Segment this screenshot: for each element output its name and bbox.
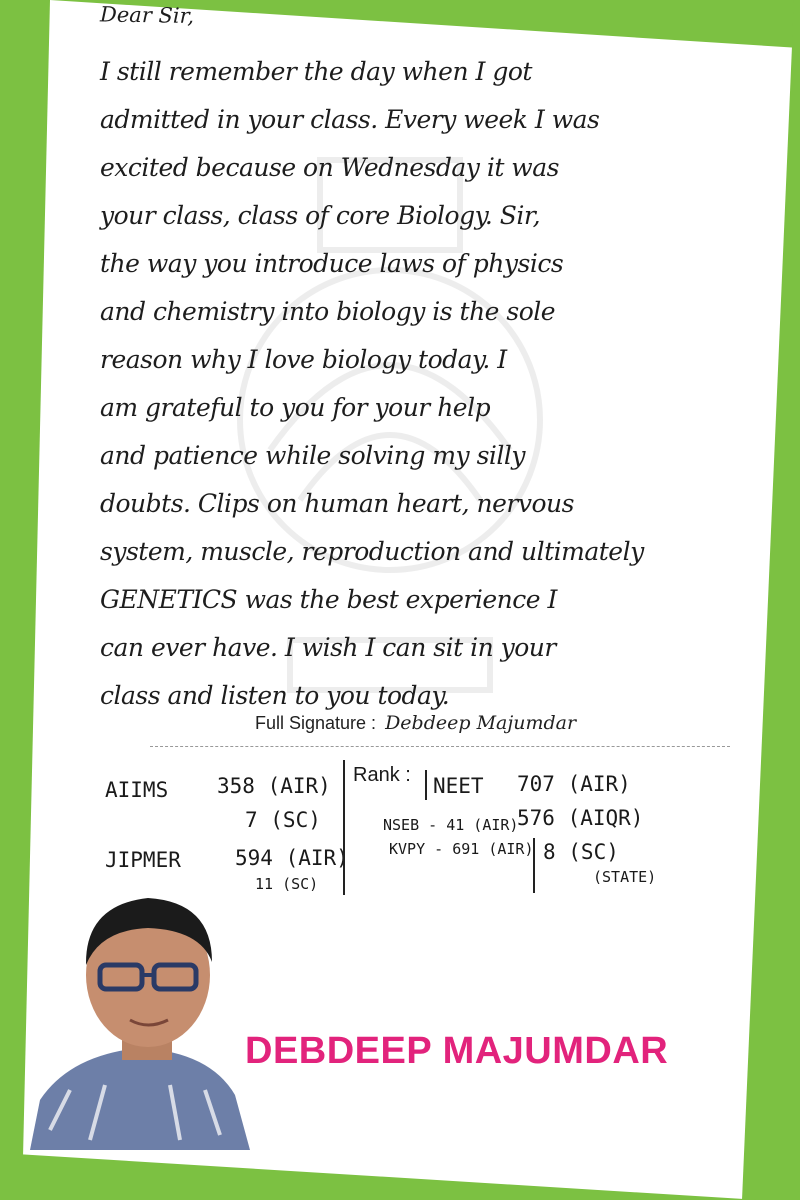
student-name: DEBDEEP MAJUMDAR <box>245 1030 669 1072</box>
divider <box>150 746 730 747</box>
handwritten-letter <box>99 2 740 720</box>
rank-table <box>105 760 725 900</box>
letter-line: your class, class of core Biology. Sir, <box>100 201 541 230</box>
bracket-left <box>343 760 345 895</box>
neet-air: 707 (AIR) <box>517 772 631 796</box>
neet-aiqr: 576 (AIQR) <box>517 806 644 830</box>
letter-line: and patience while solving my silly <box>100 441 526 470</box>
letter-line: system, muscle, reproduction and ultimately <box>100 537 644 566</box>
letter-line: excited because on Wednesday it was <box>100 153 559 182</box>
letter-line: admitted in your class. Every week I was <box>100 105 600 134</box>
neet-state: (STATE) <box>593 868 657 886</box>
bracket-neet <box>425 770 427 800</box>
student-photo <box>30 880 260 1150</box>
kvpy-rank: KVPY - 691 (AIR) <box>389 840 534 858</box>
letter-line: the way you introduce laws of physics <box>100 249 564 278</box>
jipmer-exam: JIPMER <box>105 848 181 872</box>
letter-line: reason why I love biology today. I <box>100 345 507 374</box>
aiims-air: 358 (AIR) <box>217 774 331 798</box>
neet-sc: 8 (SC) <box>543 840 619 864</box>
signature-row <box>255 712 725 734</box>
letter-line: GENETICS was the best experience I <box>100 585 557 614</box>
letter-line: and chemistry into biology is the sole <box>100 297 556 326</box>
letter-salutation: Dear Sir, <box>99 2 195 29</box>
nseb-rank: NSEB - 41 (AIR) <box>383 816 519 834</box>
letter-line: can ever have. I wish I can sit in your <box>100 633 556 662</box>
bracket-state <box>533 838 535 893</box>
letter-body <box>100 48 740 720</box>
signature-name: Debdeep Majumdar <box>385 712 577 734</box>
aiims-sc: 7 (SC) <box>245 808 321 832</box>
jipmer-air: 594 (AIR) <box>235 846 349 870</box>
letter-line: am grateful to you for your help <box>100 393 491 422</box>
signature-label: Full Signature : <box>255 713 377 733</box>
aiims-exam: AIIMS <box>105 778 169 802</box>
letter-line: I still remember the day when I got <box>100 57 532 86</box>
letter-line: doubts. Clips on human heart, nervous <box>100 489 574 518</box>
neet-exam: NEET <box>433 774 484 798</box>
rank-label: Rank : <box>353 764 411 786</box>
letter-line: class and listen to you today. <box>100 681 450 710</box>
jipmer-sc: 11 (SC) <box>255 875 319 893</box>
